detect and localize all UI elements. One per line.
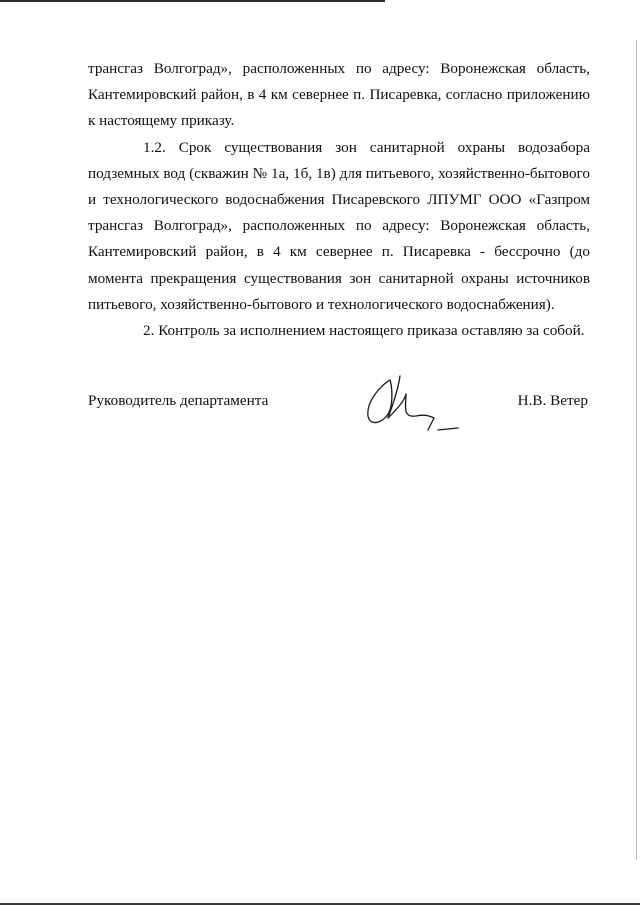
paragraph-continuation [88,56,590,135]
text-line: момента прекращения существования зон санитарной охраны источников [88,269,590,287]
signatory-name: Н.В. Ветер [517,392,588,409]
signature-block [88,392,590,418]
document-body [88,56,590,344]
handwritten-signature [360,372,460,434]
text-line: питьевого, хозяйственно-бытового и технологического водоснабжения). [88,295,555,313]
text-line: к настоящему приказу. [88,112,235,130]
text-line: трансгаз Волгоград», расположенных по адресу: Воронежская область, [88,217,590,235]
text-line: подземных вод (скважин № 1а, 1б, 1в) для питьевого, хозяйственно-бытового [88,164,590,182]
text-line: 2. Контроль за исполнением настоящего приказа оставляю за собой. [143,321,585,339]
scan-edge-right [636,40,637,860]
paragraph-1-2 [88,135,590,318]
text-line: Кантемировский район, в 4 км севернее п. Писаревка, согласно приложению [88,86,590,104]
text-line: трансгаз Волгоград», расположенных по адресу: Воронежская область, [88,60,590,77]
paragraph-2 [88,318,590,344]
text-line: Кантемировский район, в 4 км севернее п. Писаревка - бессрочно (до [88,243,590,261]
scan-edge-top [0,0,385,2]
text-line: и технологического водоснабжения Писаревского ЛПУМГ ООО «Газпром [88,190,590,208]
signatory-position: Руководитель департамента [88,392,269,409]
text-line: 1.2. Срок существования зон санитарной охраны водозабора [143,138,590,156]
